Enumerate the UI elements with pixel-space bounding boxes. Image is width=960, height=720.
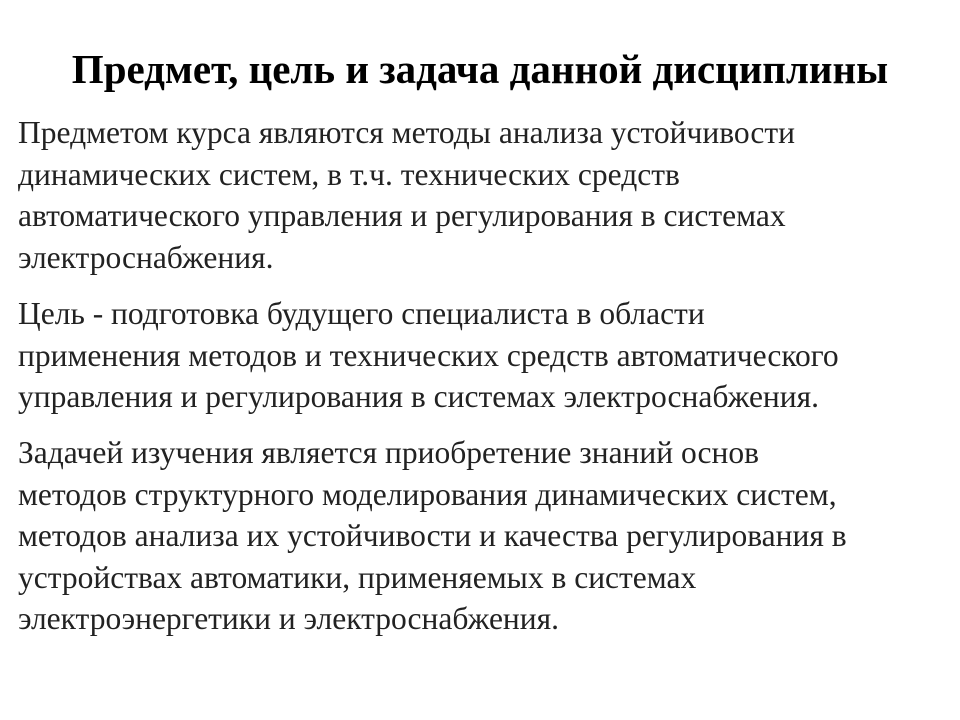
- paragraph-goal: [18, 293, 948, 418]
- paragraph-line: применения методов и технических средств автоматического: [18, 337, 839, 373]
- paragraph-line: управления и регулирования в системах электроснабжения.: [18, 379, 820, 414]
- paragraph-line: Цель - подготовка будущего специалиста в области: [18, 296, 705, 331]
- paragraph-line: автоматического управления и регулирования в системах: [18, 198, 786, 233]
- paragraph-line: электроэнергетики и электроснабжения.: [18, 601, 560, 636]
- paragraph-line: устройствах автоматики, применяемых в системах: [18, 559, 697, 595]
- paragraph-line: методов анализа их устойчивости и качества регулирования в: [18, 518, 847, 553]
- paragraph-line: методов структурного моделирования динамических систем,: [18, 476, 837, 512]
- paragraph-line: Предметом курса являются методы анализа устойчивости: [18, 115, 795, 150]
- paragraph-subject: [18, 112, 948, 278]
- paragraph-task: [18, 432, 948, 640]
- slide-title: Предмет, цель и задача данной дисциплины: [71, 46, 889, 92]
- paragraph-line: Задачей изучения является приобретение знаний основ: [18, 435, 760, 470]
- paragraph-line: электроснабжения.: [18, 239, 274, 275]
- paragraph-line: динамических систем, в т.ч. технических средств: [18, 156, 680, 192]
